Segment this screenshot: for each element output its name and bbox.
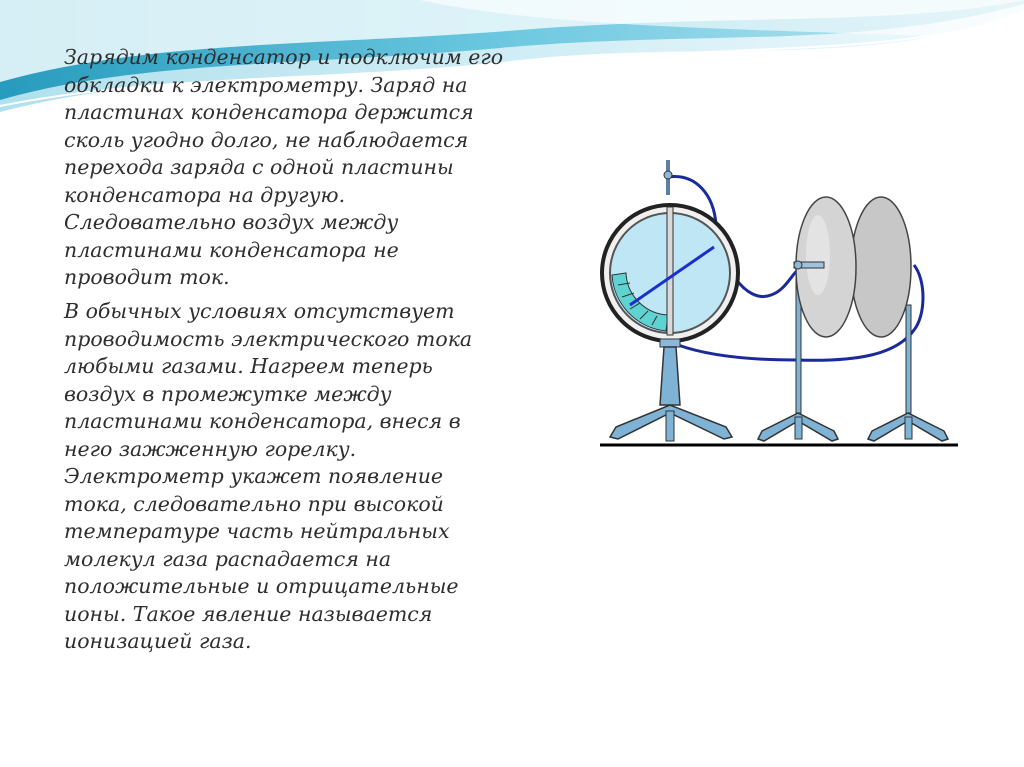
paragraph-gas-ionization: В обычных условиях отсутствует проводимость электрического тока любыми газами. Нагреем теперь воздух в промежутке между пластинами конденсатора, внеся в него зажженную горелку. Электрометр укажет появление тока, следовательно при высокой температуре часть нейтральных молекул газа распадается на положительные и отрицательные ионы. Такое явление называется ионизацией газа.: [64, 299, 473, 653]
paragraph-capacitor-charge: Зарядим конденсатор и подключим его обкладки к электрометру. Заряд на пластинах конденсатора держится сколь угодно долго, не наблюдается перехода заряда с одной пластины конденсатора на другую. Следовательно воздух между пластинами конденсатора не проводит ток.: [64, 45, 504, 289]
capacitor-plates: [794, 197, 911, 337]
electrometer-stand: [660, 347, 680, 405]
electrometer-needle-holder: [667, 207, 673, 335]
capacitor-plate-right: [851, 197, 911, 337]
electrometer-capacitor-illustration: [596, 155, 966, 455]
electrometer: [602, 160, 738, 441]
